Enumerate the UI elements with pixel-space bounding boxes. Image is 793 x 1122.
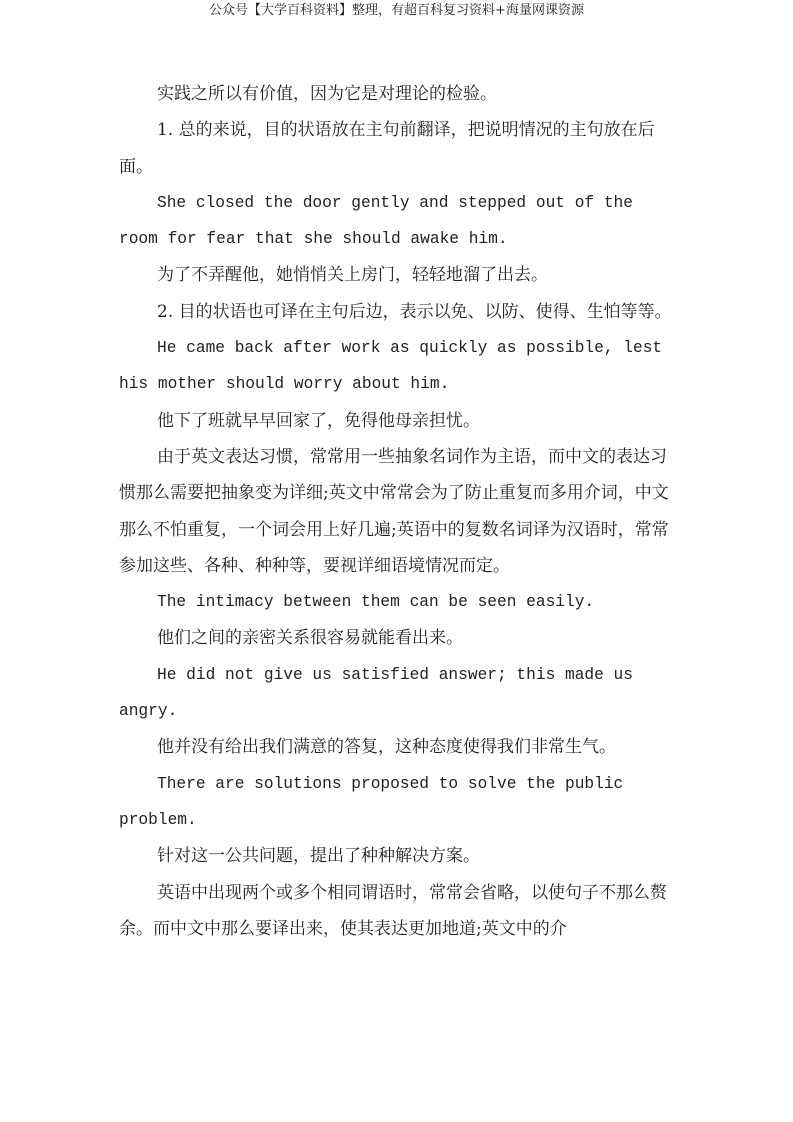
paragraph-example-2-en: He came back after work as quickly as possible, lest his mother should worry about him. [119, 339, 663, 394]
paragraph-rule-1: 1. 总的来说，目的状语放在主句前翻译，把说明情况的主句放在后面。 [119, 120, 655, 177]
paragraph-example-3-en: The intimacy between them can be seen easily. [157, 593, 595, 612]
page-header: 公众号【大学百科资料】整理，有超百科复习资料+海量网课资源 [209, 3, 584, 18]
paragraph-example-5-en: There are solutions proposed to solve the public problem. [119, 774, 624, 829]
paragraph-example-4-zh: 他并没有给出我们满意的答复，这种态度使得我们非常生气。 [157, 737, 616, 758]
paragraph-abstract-nouns: 由于英文表达习惯，常常用一些抽象名词作为主语，而中文的表达习惯那么需要把抽象变为详细;英文中常常会为了防止重复而多用介词，中文那么不怕重复，一个词会用上好几遍;英语中的复数名词译为汉语时，常常参加这些、各种、种种等，要视详细语境情况而定。 [119, 446, 669, 576]
paragraph-rule-2: 2. 目的状语也可译在主句后边，表示以免、以防、使得、生怕等等。 [157, 301, 672, 322]
paragraph-example-1-en: She closed the door gently and stepped out of the room for fear that she should awake him. [119, 193, 633, 249]
paragraph-example-3-zh: 他们之间的亲密关系很容易就能看出来。 [157, 628, 463, 649]
paragraph-predicate-omission: 英语中出现两个或多个相同谓语时，常常会省略，以使句子不那么赘余。而中文中那么要译出来，使其表达更加地道;英文中的介 [119, 882, 667, 939]
paragraph-example-5-zh: 针对这一公共问题，提出了种种解决方案。 [157, 846, 480, 867]
paragraph-practice-value: 实践之所以有价值，因为它是对理论的检验。 [157, 84, 497, 104]
document-body [119, 76, 679, 947]
paragraph-example-2-zh: 他下了班就早早回家了，免得他母亲担忧。 [157, 410, 480, 431]
paragraph-example-4-en: He did not give us satisfied answer; this made us angry. [119, 665, 633, 721]
paragraph-example-1-zh: 为了不弄醒他，她悄悄关上房门，轻轻地溜了出去。 [157, 265, 548, 286]
